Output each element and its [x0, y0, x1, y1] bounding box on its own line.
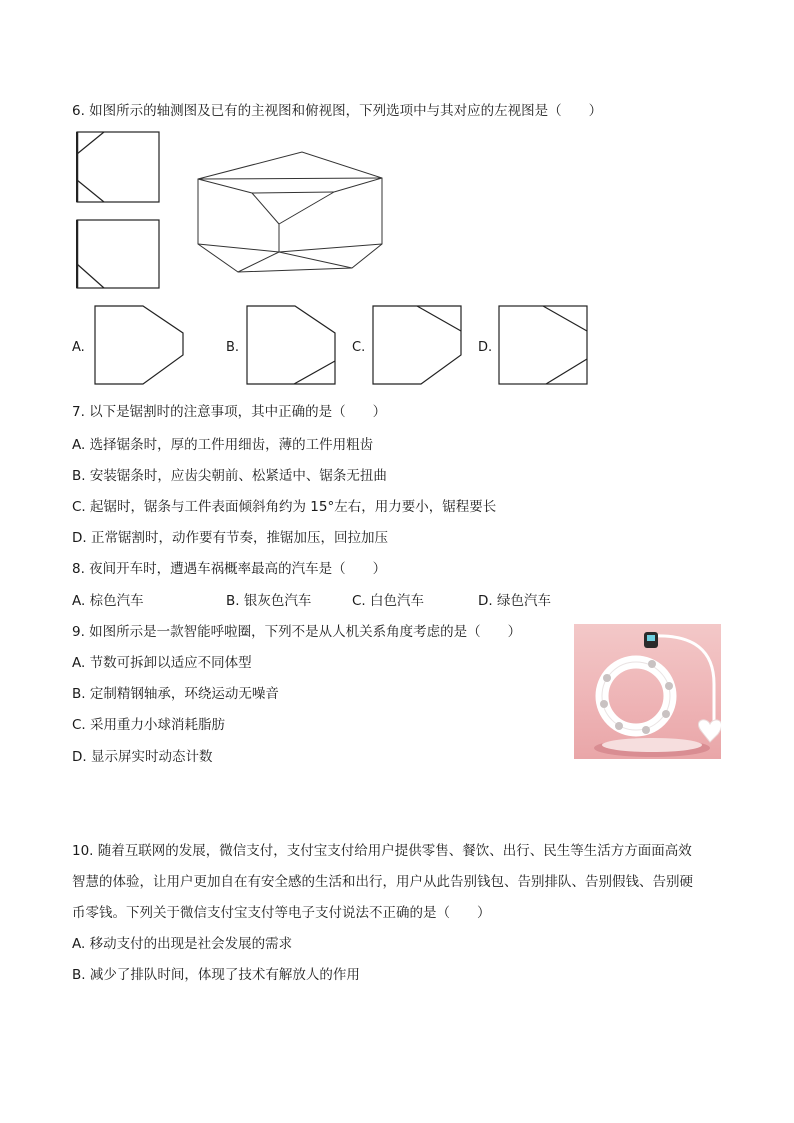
q6-option-d-figure[interactable] — [498, 305, 590, 387]
q10-option-b[interactable]: B. 减少了排队时间，体现了技术有解放人的作用 — [72, 967, 360, 983]
q6-option-c-figure[interactable] — [372, 305, 464, 387]
q8-stem: 8. 夜间开车时，遭遇车祸概率最高的汽车是（ ） — [72, 561, 387, 577]
q7-option-d[interactable]: D. 正常锯割时，动作要有节奏，推锯加压，回拉加压 — [72, 530, 388, 546]
q6-option-a-figure[interactable] — [94, 305, 186, 387]
q9-option-d[interactable]: D. 显示屏实时动态计数 — [72, 749, 213, 765]
q8-option-c[interactable]: C. 白色汽车 — [352, 593, 425, 609]
q9-option-a[interactable]: A. 节数可拆卸以适应不同体型 — [72, 655, 252, 671]
q10-option-a[interactable]: A. 移动支付的出现是社会发展的需求 — [72, 936, 293, 952]
q10-stem-line-1: 10. 随着互联网的发展，微信支付，支付宝支付给用户提供零售、餐饮、出行、民生等生活方方面面高效 — [72, 843, 692, 859]
q6-option-b-label[interactable]: B. — [226, 340, 240, 355]
q8-option-a[interactable]: A. 棕色汽车 — [72, 593, 144, 609]
q7-option-a[interactable]: A. 选择锯条时，厚的工件用细齿，薄的工件用粗齿 — [72, 437, 374, 453]
front-view-figure — [76, 130, 162, 204]
hula-hoop-photo — [574, 624, 721, 759]
q10-stem-line-3: 币零钱。下列关于微信支付宝支付等电子支付说法不正确的是（ ） — [72, 905, 491, 921]
q10-stem-line-2: 智慧的体验，让用户更加自在有安全感的生活和出行，用户从此告别钱包、告别排队、告别假钱、告别硬 — [72, 874, 693, 890]
axonometric-figure — [194, 148, 388, 276]
q7-stem: 7. 以下是锯割时的注意事项，其中正确的是（ ） — [72, 404, 387, 420]
q8-option-d[interactable]: D. 绿色汽车 — [478, 593, 551, 609]
q6-option-d-label[interactable]: D. — [478, 340, 493, 355]
q8-option-b[interactable]: B. 银灰色汽车 — [226, 593, 312, 609]
q6-option-b-figure[interactable] — [246, 305, 338, 387]
q7-option-c[interactable]: C. 起锯时，锯条与工件表面倾斜角约为 15°左右，用力要小，锯程要长 — [72, 499, 497, 515]
q9-option-b[interactable]: B. 定制精钢轴承，环绕运动无噪音 — [72, 686, 279, 702]
q6-option-c-label[interactable]: C. — [352, 340, 366, 355]
top-view-figure — [76, 218, 162, 292]
q7-option-b[interactable]: B. 安装锯条时，应齿尖朝前、松紧适中、锯条无扭曲 — [72, 468, 387, 484]
q9-option-c[interactable]: C. 采用重力小球消耗脂肪 — [72, 717, 226, 733]
q6-option-a-label[interactable]: A. — [72, 340, 85, 355]
q9-stem: 9. 如图所示是一款智能呼啦圈，下列不是从人机关系角度考虑的是（ ） — [72, 624, 522, 640]
hula-hoop-illustration — [574, 624, 721, 759]
q6-stem: 6. 如图所示的轴测图及已有的主视图和俯视图，下列选项中与其对应的左视图是（ ） — [72, 103, 603, 119]
